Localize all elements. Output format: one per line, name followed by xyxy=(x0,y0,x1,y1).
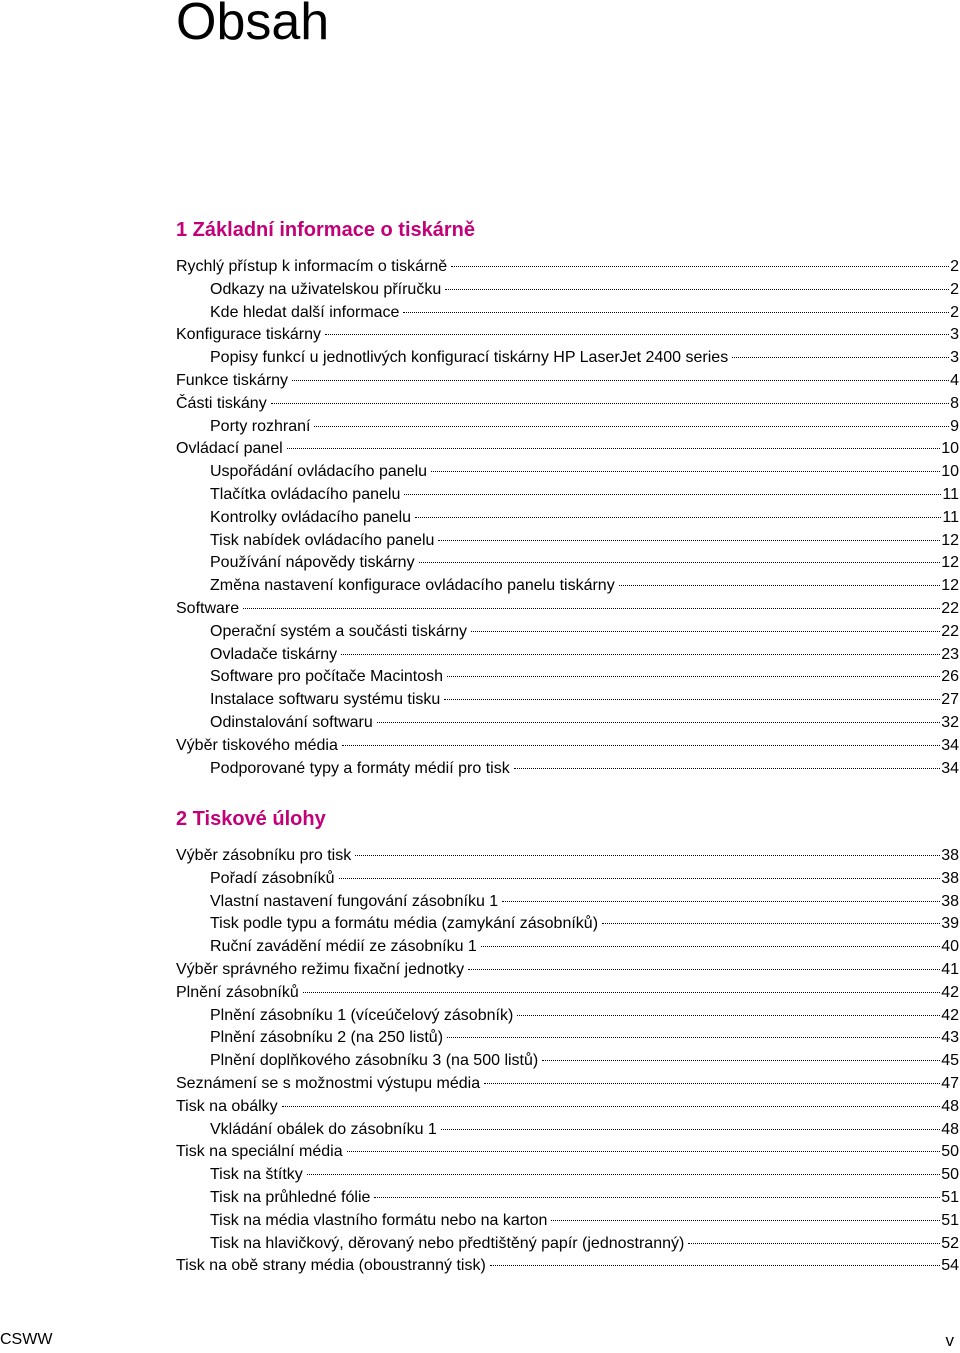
dot-leader xyxy=(447,1037,940,1038)
toc-entry-page-number: 54 xyxy=(941,1257,959,1275)
toc-entry-page-number: 42 xyxy=(941,983,959,1001)
toc-entry[interactable] xyxy=(176,393,959,416)
toc-entry[interactable] xyxy=(176,438,959,461)
dot-leader xyxy=(404,494,941,495)
toc-entry-title: Plnění doplňkového zásobníku 3 (na 500 listů) xyxy=(210,1052,539,1070)
dot-leader xyxy=(355,855,940,856)
toc-entry[interactable] xyxy=(176,575,959,598)
toc-entry[interactable] xyxy=(176,982,959,1005)
toc-list xyxy=(176,845,959,1278)
toc-entry[interactable] xyxy=(176,598,959,621)
toc-entry-title: Konfigurace tiskárny xyxy=(176,326,321,344)
toc-entry-page-number: 51 xyxy=(941,1188,959,1206)
toc-entry[interactable] xyxy=(176,302,959,325)
toc-entry[interactable] xyxy=(176,891,959,914)
toc-entry[interactable] xyxy=(176,959,959,982)
dot-leader xyxy=(732,357,949,358)
toc-entry-title: Tisk na média vlastního formátu nebo na karton xyxy=(210,1211,548,1229)
toc-entry-title: Části tiskány xyxy=(176,394,267,412)
toc-entry-title: Ovladače tiskárny xyxy=(210,645,338,663)
toc-entry-title: Instalace softwaru systému tisku xyxy=(210,691,441,709)
dot-leader xyxy=(502,901,940,902)
toc-entry-page-number: 38 xyxy=(941,847,959,864)
toc-entry[interactable] xyxy=(176,868,959,891)
dot-leader xyxy=(517,1015,940,1016)
toc-entry-title: Ruční zavádění médií ze zásobníku 1 xyxy=(210,938,477,956)
toc-entry-title: Operační systém a součásti tiskárny xyxy=(210,622,467,640)
toc-entry-title: Odinstalování softwaru xyxy=(210,713,373,731)
toc-entry-title: Seznámení se s možnostmi výstupu média xyxy=(176,1074,481,1092)
toc-entry[interactable] xyxy=(176,1141,959,1164)
toc-entry-page-number: 11 xyxy=(942,508,959,526)
page-title: Obsah xyxy=(176,0,330,51)
toc-entry-page-number: 38 xyxy=(941,892,959,910)
toc-entry-title: Tisk na obě strany média (oboustranný tisk) xyxy=(176,1257,486,1275)
toc-entry-title: Vkládání obálek do zásobníku 1 xyxy=(210,1120,437,1138)
toc-entry-title: Plnění zásobníku 1 (víceúčelový zásobník) xyxy=(210,1006,514,1024)
chapter-heading: 2 Tiskové úlohy xyxy=(176,808,326,830)
toc-entry-page-number: 22 xyxy=(941,599,959,617)
toc-entry-page-number: 51 xyxy=(941,1211,959,1229)
toc-entry-title: Tisk na speciální média xyxy=(176,1143,343,1161)
dot-leader xyxy=(542,1060,940,1061)
toc-entry-page-number: 41 xyxy=(941,960,959,978)
dot-leader xyxy=(441,1129,940,1130)
toc-entry-title: Změna nastavení konfigurace ovládacího panelu tiskárny xyxy=(210,577,615,595)
dot-leader xyxy=(303,992,940,993)
toc-entry[interactable] xyxy=(176,416,959,439)
toc-entry-title: Tisk na průhledné fólie xyxy=(210,1188,371,1206)
dot-leader xyxy=(377,722,940,723)
toc-entry-title: Výběr zásobníku pro tisk xyxy=(176,847,352,864)
toc-entry[interactable] xyxy=(176,644,959,667)
dot-leader xyxy=(314,426,949,427)
toc-entry-page-number: 48 xyxy=(941,1120,959,1138)
dot-leader xyxy=(490,1265,940,1266)
toc-entry-page-number: 42 xyxy=(941,1006,959,1024)
toc-entry-page-number: 43 xyxy=(941,1029,959,1047)
toc-entry[interactable] xyxy=(176,507,959,530)
toc-entry[interactable] xyxy=(176,1027,959,1050)
dot-leader xyxy=(282,1106,941,1107)
toc-entry[interactable] xyxy=(176,1119,959,1142)
dot-leader xyxy=(514,768,941,769)
toc-entry-page-number: 34 xyxy=(941,736,959,754)
toc-entry-page-number: 27 xyxy=(941,691,959,709)
toc-entry-title: Výběr tiskového média xyxy=(176,736,338,754)
toc-entry[interactable] xyxy=(176,1164,959,1187)
toc-entry[interactable] xyxy=(176,845,959,868)
toc-entry-page-number: 10 xyxy=(941,463,959,481)
toc-entry[interactable] xyxy=(176,461,959,484)
toc-entry-title: Porty rozhraní xyxy=(210,417,311,435)
dot-leader xyxy=(688,1243,940,1244)
dot-leader xyxy=(445,289,949,290)
dot-leader xyxy=(471,631,940,632)
toc-entry-title: Tisk podle typu a formátu média (zamykání zásobníků) xyxy=(210,915,599,933)
toc-entry-page-number: 2 xyxy=(950,280,959,298)
toc-entry[interactable] xyxy=(176,530,959,553)
toc-entry-page-number: 12 xyxy=(941,554,959,572)
toc-entry[interactable] xyxy=(176,552,959,575)
chapter-2-section xyxy=(176,807,959,1278)
toc-entry[interactable] xyxy=(176,758,959,781)
dot-leader xyxy=(415,517,941,518)
toc-entry-page-number: 3 xyxy=(950,349,959,367)
dot-leader xyxy=(444,699,940,700)
toc-entry-title: Tlačítka ovládacího panelu xyxy=(210,485,401,503)
toc-entry-page-number: 9 xyxy=(950,417,959,435)
dot-leader xyxy=(271,403,949,404)
toc-entry-page-number: 8 xyxy=(950,394,959,412)
toc-entry[interactable] xyxy=(176,666,959,689)
toc-entry-title: Používání nápovědy tiskárny xyxy=(210,554,415,572)
toc-entry[interactable] xyxy=(176,347,959,370)
dot-leader xyxy=(551,1220,940,1221)
toc-entry-title: Odkazy na uživatelskou příručku xyxy=(210,280,442,298)
toc-entry-page-number: 11 xyxy=(942,485,959,503)
toc-entry[interactable] xyxy=(176,1050,959,1073)
toc-entry[interactable] xyxy=(176,735,959,758)
toc-entry-page-number: 45 xyxy=(941,1052,959,1070)
toc-entry-page-number: 2 xyxy=(950,303,959,321)
dot-leader xyxy=(243,608,940,609)
chapter-1-section xyxy=(176,218,959,780)
dot-leader xyxy=(307,1174,940,1175)
toc-entry-title: Tisk na štítky xyxy=(210,1166,303,1184)
toc-entry-page-number: 26 xyxy=(941,668,959,686)
toc-entry-page-number: 38 xyxy=(941,869,959,887)
toc-entry-title: Vlastní nastavení fungování zásobníku 1 xyxy=(210,892,499,910)
dot-leader xyxy=(339,878,941,879)
toc-entry[interactable] xyxy=(176,324,959,347)
dot-leader xyxy=(325,334,949,335)
toc-entry[interactable] xyxy=(176,279,959,302)
dot-leader xyxy=(431,471,940,472)
dot-leader xyxy=(419,562,941,563)
toc-entry[interactable] xyxy=(176,1255,959,1278)
toc-entry-page-number: 4 xyxy=(950,371,959,389)
toc-entry[interactable] xyxy=(176,1187,959,1210)
toc-entry-page-number: 40 xyxy=(941,938,959,956)
toc-entry-page-number: 2 xyxy=(950,258,959,275)
toc-entry-page-number: 34 xyxy=(941,759,959,777)
toc-entry[interactable] xyxy=(176,370,959,393)
toc-entry-title: Tisk na hlavičkový, děrovaný nebo předtištěný papír (jednostranný) xyxy=(210,1234,685,1252)
toc-entry[interactable] xyxy=(176,1210,959,1233)
dot-leader xyxy=(287,448,940,449)
dot-leader xyxy=(374,1197,940,1198)
dot-leader xyxy=(403,312,949,313)
footer-label: CSWW xyxy=(0,1331,53,1348)
toc-entry-page-number: 12 xyxy=(941,577,959,595)
toc-entry-title: Tisk nabídek ovládacího panelu xyxy=(210,531,435,549)
toc-entry-page-number: 10 xyxy=(941,440,959,458)
toc-entry-title: Popisy funkcí u jednotlivých konfigurací tiskárny HP LaserJet 2400 series xyxy=(210,349,729,367)
toc-entry-page-number: 47 xyxy=(941,1074,959,1092)
toc-entry-page-number: 39 xyxy=(941,915,959,933)
dot-leader xyxy=(341,654,940,655)
toc-entry-title: Plnění zásobníku 2 (na 250 listů) xyxy=(210,1029,444,1047)
toc-entry-title: Podporované typy a formáty médií pro tisk xyxy=(210,759,510,777)
toc-entry[interactable] xyxy=(176,1233,959,1256)
toc-entry-title: Tisk na obálky xyxy=(176,1097,278,1115)
toc-entry[interactable] xyxy=(176,1096,959,1119)
dot-leader xyxy=(347,1151,941,1152)
toc-entry-page-number: 32 xyxy=(941,713,959,731)
dot-leader xyxy=(619,585,941,586)
toc-entry[interactable] xyxy=(176,1073,959,1096)
toc-entry[interactable] xyxy=(176,913,959,936)
toc-entry-title: Funkce tiskárny xyxy=(176,371,289,389)
toc-entry[interactable] xyxy=(176,621,959,644)
toc-entry-title: Software xyxy=(176,599,240,617)
toc-entry-title: Kontrolky ovládacího panelu xyxy=(210,508,412,526)
toc-entry-title: Pořadí zásobníků xyxy=(210,869,335,887)
toc-entry-page-number: 48 xyxy=(941,1097,959,1115)
dot-leader xyxy=(484,1083,940,1084)
toc-entry-page-number: 12 xyxy=(941,531,959,549)
dot-leader xyxy=(602,923,940,924)
toc-entry-title: Ovládací panel xyxy=(176,440,283,458)
toc-entry[interactable] xyxy=(176,1005,959,1028)
toc-entry[interactable] xyxy=(176,936,959,959)
dot-leader xyxy=(447,676,940,677)
toc-entry-title: Uspořádání ovládacího panelu xyxy=(210,463,428,481)
toc-list xyxy=(176,256,959,780)
toc-entry-title: Kde hledat další informace xyxy=(210,303,400,321)
dot-leader xyxy=(481,946,940,947)
toc-entry[interactable] xyxy=(176,689,959,712)
toc-entry-title: Plnění zásobníků xyxy=(176,983,299,1001)
toc-entry-page-number: 22 xyxy=(941,622,959,640)
toc-entry[interactable] xyxy=(176,712,959,735)
dot-leader xyxy=(342,745,940,746)
toc-entry-title: Rychlý přístup k informacím o tiskárně xyxy=(176,258,448,275)
toc-entry-page-number: 50 xyxy=(941,1143,959,1161)
toc-entry-title: Výběr správného režimu fixační jednotky xyxy=(176,960,465,978)
toc-entry-title: Software pro počítače Macintosh xyxy=(210,668,444,686)
dot-leader xyxy=(451,266,949,267)
toc-entry[interactable] xyxy=(176,484,959,507)
dot-leader xyxy=(468,969,940,970)
page-number: v xyxy=(945,1331,954,1350)
dot-leader xyxy=(438,540,940,541)
toc-entry-page-number: 3 xyxy=(950,326,959,344)
toc-entry-page-number: 50 xyxy=(941,1166,959,1184)
dot-leader xyxy=(292,380,949,381)
toc-entry-page-number: 52 xyxy=(941,1234,959,1252)
toc-entry[interactable] xyxy=(176,256,959,279)
chapter-heading: 1 Základní informace o tiskárně xyxy=(176,219,475,241)
toc-entry-page-number: 23 xyxy=(941,645,959,663)
